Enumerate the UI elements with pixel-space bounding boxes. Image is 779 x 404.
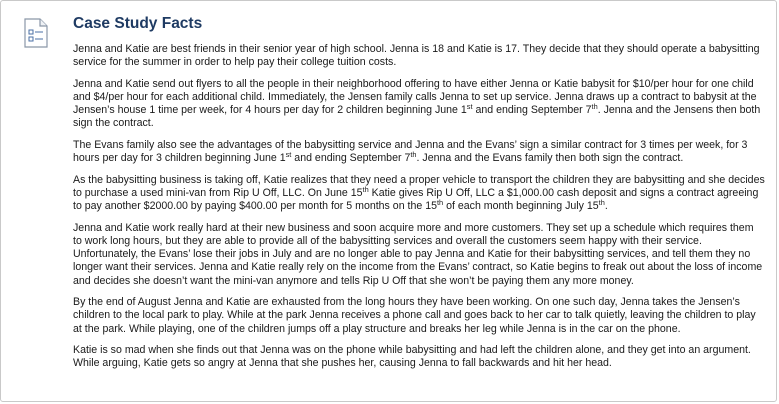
paragraph-text: By the end of August Jenna and Katie are exhausted from the long hours they have been working. On one such day, Jenna takes the Jensen’s children to the local park to play. While at the park Jenna receives a phone call and goes back to her car to talk quietly, leaving the children to play at the park. While playing, one of the children jumps off a play structure and breaks her leg while Jenna is in the car on the phone.: [73, 296, 756, 335]
paragraph-text: .: [604, 200, 608, 213]
ordinal-suffix: th: [410, 150, 417, 160]
paragraph-text: . Jenna and the Jensens then both sign the contract.: [73, 104, 761, 130]
paragraph-text: and ending September 7: [291, 152, 411, 165]
paragraph-text: . Jenna and the Evans family then both sign the contract.: [416, 152, 684, 165]
case-paragraph-5: [73, 222, 765, 288]
ordinal-suffix: st: [466, 102, 473, 112]
paragraph-text: The Evans family also see the advantages of the babysitting service and Jenna and the Evans’ sign a similar contract for 3 times per week, for 3 hours per day for 3 children beginning June 1: [73, 139, 748, 165]
document-icon: [24, 18, 48, 48]
paragraph-text: Jenna and Katie are best friends in their senior year of high school. Jenna is 18 and Katie is 17. They decide that they should operate a babysitting service for the summer in order to help pay their college tuition costs.: [73, 43, 760, 69]
paragraph-text: Katie gives Rip U Off, LLC a $1,000.00 cash deposit and signs a contract agreeing to pay another $2000.00 by paying $400.00 per month for 5 months on the 15: [73, 187, 759, 213]
ordinal-suffix: th: [362, 185, 369, 194]
paragraph-text: As the babysitting business is taking off, Katie realizes that they need a proper vehicle to transport the children they are babysitting and she decides to purchase a used mini-van from Rip U Off, LLC. On June 15: [73, 173, 765, 199]
page-title: Case Study Facts: [73, 15, 203, 32]
case-paragraph-1: [73, 43, 765, 69]
case-paragraph-2: [73, 78, 765, 131]
ordinal-suffix: th: [591, 102, 598, 112]
paragraph-text: Jenna and Katie work really hard at their new business and soon acquire more and more customers. They set up a schedule which requires them to work long hours, but they are able to provide all of the babysitting services and overall the customers seem happy with their service. Unfortunately, the Evans’ lose their jobs in July and are no longer able to pay Jenna and Katie for their babysitting services, and tell them they no longer want their services. Jenna and Katie really rely on the income from the Evans’ contract, so Katie begins to freak out about the loss of income and decides she doesn’t want the mini-van anymore and tells Rip U Off that she won’t be paying them any more money.: [73, 221, 763, 287]
case-study-body: [73, 43, 765, 379]
ordinal-suffix: th: [436, 198, 444, 208]
case-paragraph-3: [73, 139, 765, 165]
case-paragraph-6: [73, 296, 765, 336]
case-paragraph-7: [73, 344, 765, 370]
ordinal-suffix: th: [598, 198, 605, 208]
paragraph-text: Jenna and Katie send out flyers to all the people in their neighborhood offering to have either Jenna or Katie babysit for $10/per hour for one child and $4/per hour for each additional child. Immediately, the Jensen family calls Jenna to set up service. Jenna draws up a contract to babysit at the Jensen’s house 1 time per week, for 4 hours per day for 2 children beginning June 1: [73, 77, 757, 117]
paragraph-text: and ending September 7: [472, 104, 592, 117]
paragraph-text: of each month beginning July 15: [443, 200, 599, 213]
ordinal-suffix: st: [285, 150, 292, 160]
paragraph-text: Katie is so mad when she finds out that Jenna was on the phone while babysitting and had left the children alone, and they get into an argument. While arguing, Katie gets so angry at Jenna that she pushes her, causing Jenna to fall backwards and hit her head.: [73, 344, 751, 370]
case-paragraph-4: [73, 174, 765, 214]
